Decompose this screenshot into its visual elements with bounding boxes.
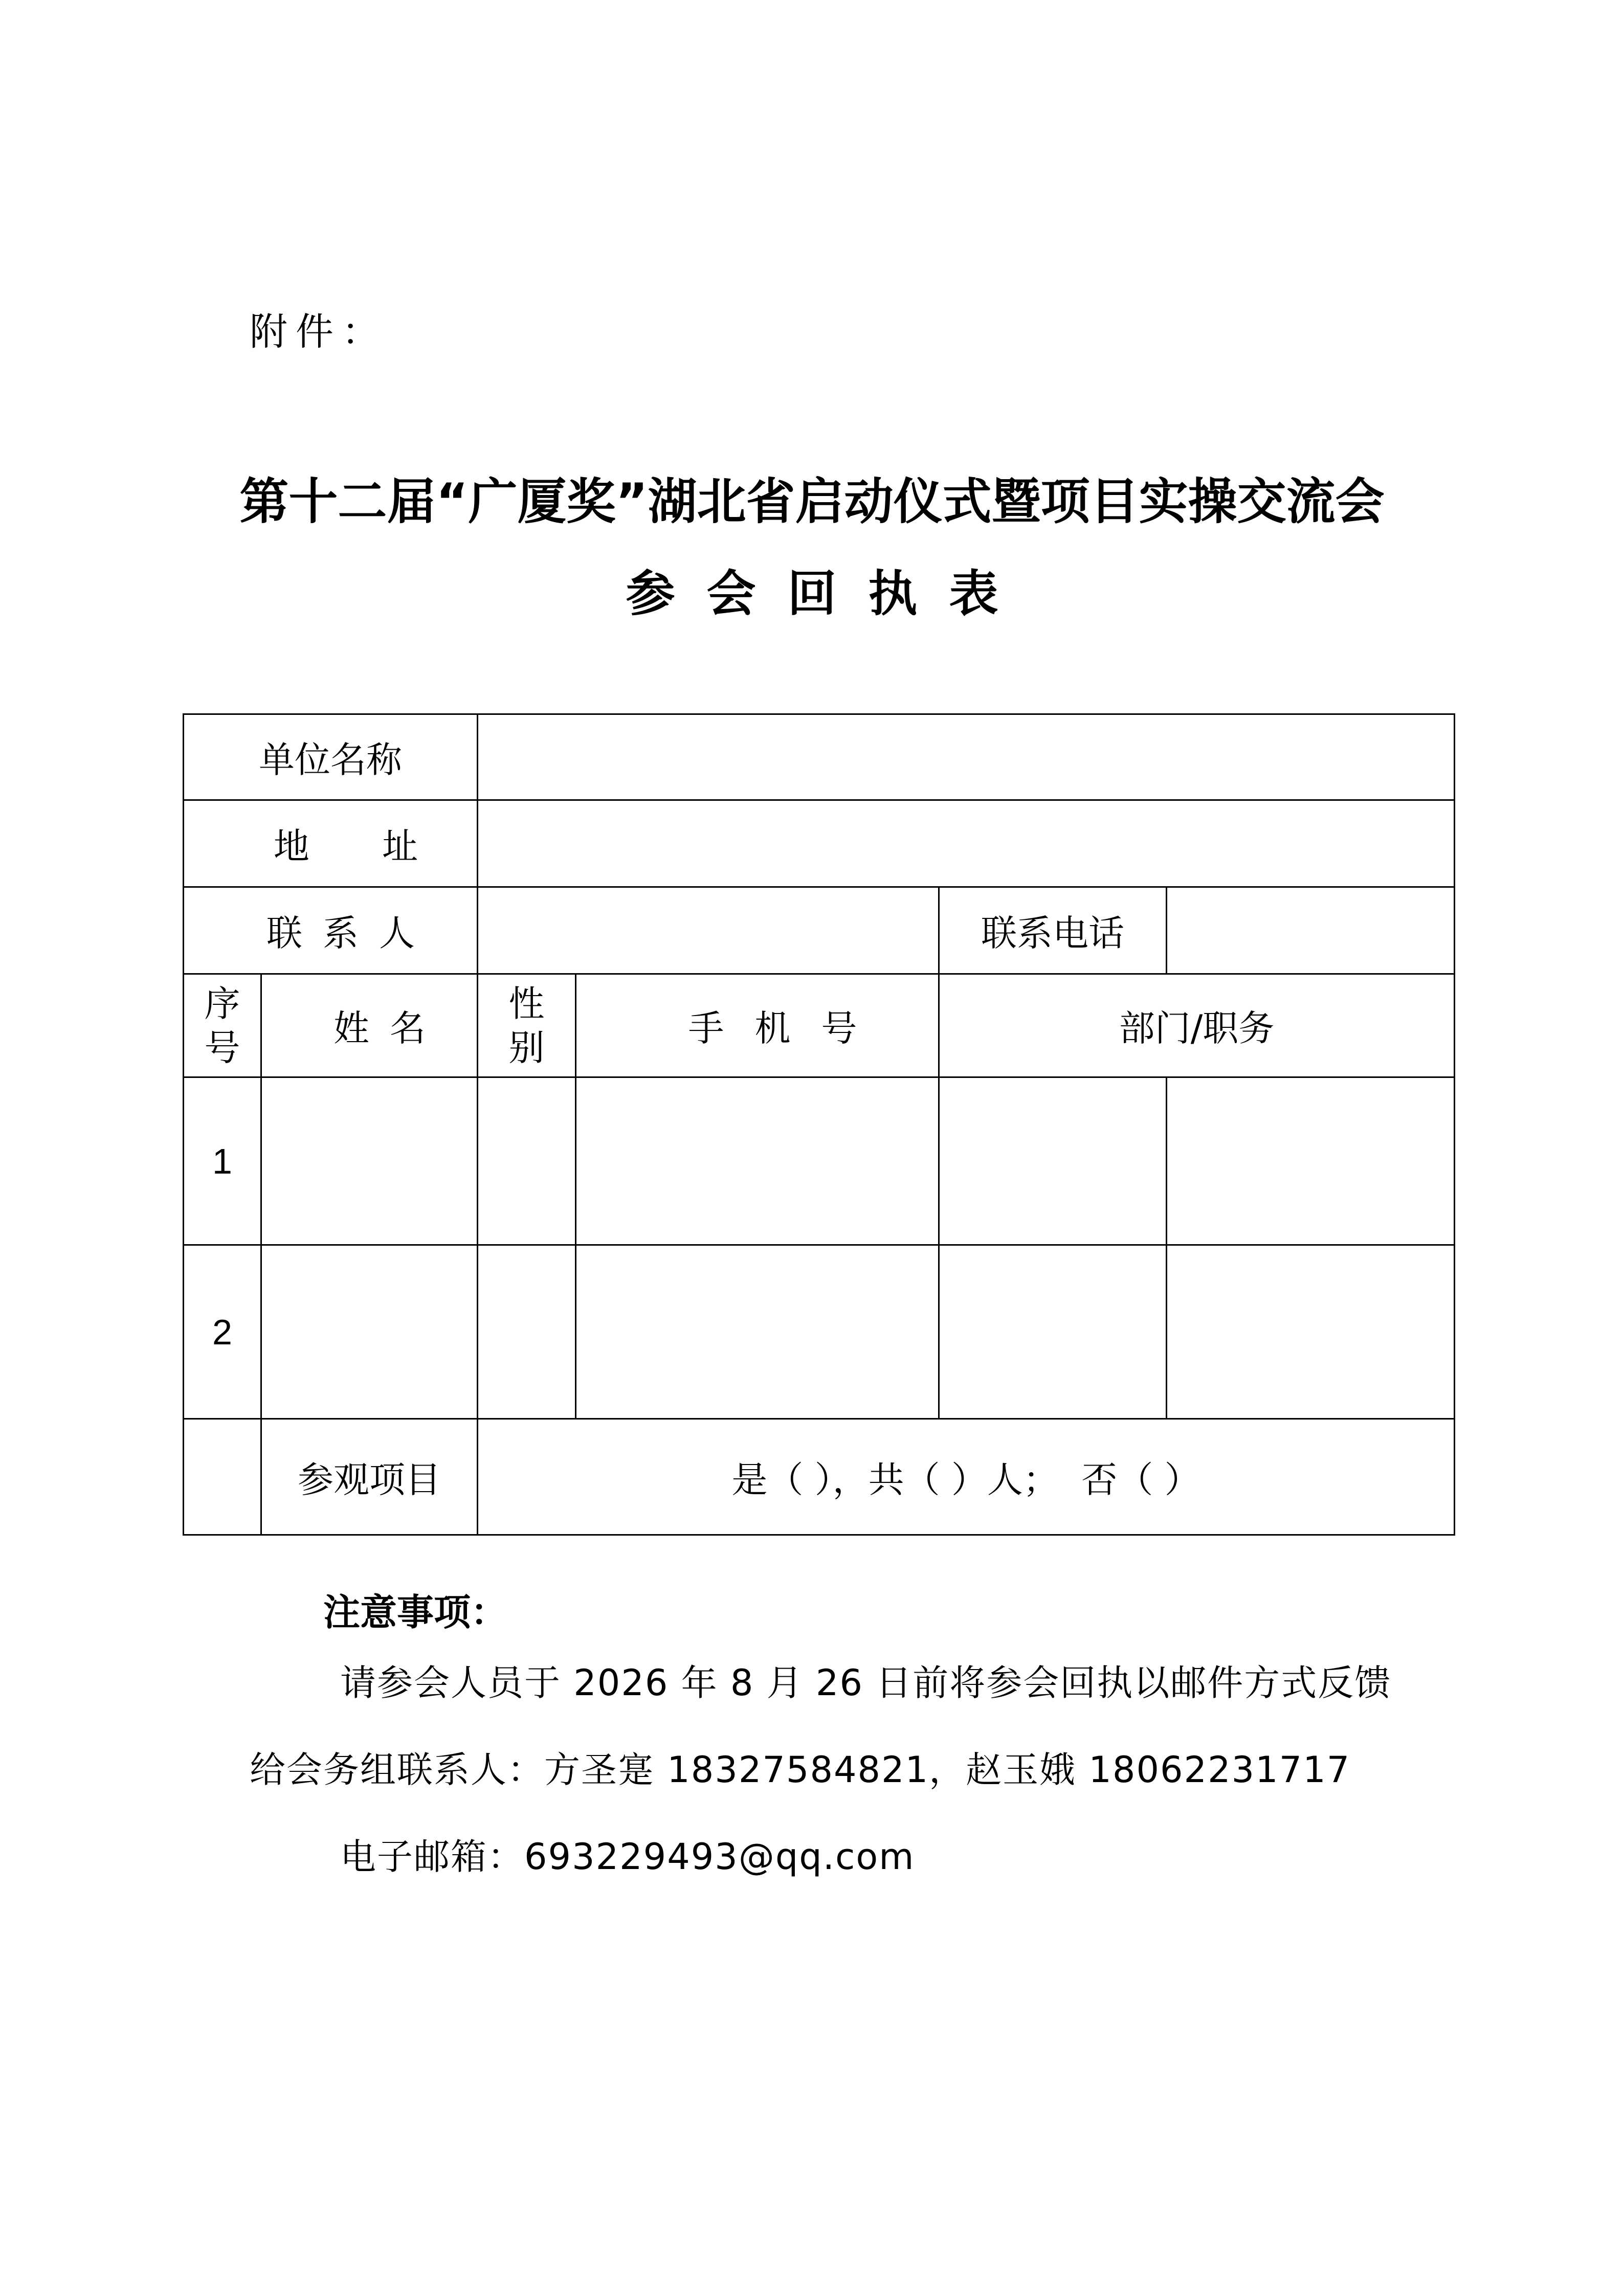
org-name-label: 单位名称 [259,739,402,781]
notes-line-2: 给会务组联系人：方圣寔 18327584821，赵玉娥 18062231717 [250,1749,1351,1791]
document-subtitle: 参会回执表 [626,565,1030,622]
row1-title-field[interactable] [1167,1078,1454,1244]
seq-header-bottom: 号 [204,1026,240,1069]
seq-header-top: 序 [204,982,240,1025]
contact-phone-field[interactable] [1167,888,1454,973]
visit-label: 参观项目 [298,1458,441,1501]
row2-dept-field[interactable] [940,1246,1166,1418]
reply-form-table [183,713,1455,1536]
row-number-1: 1 [212,1141,232,1181]
row2-title-field[interactable] [1167,1246,1454,1418]
org-name-field[interactable] [478,715,1454,799]
row-number-2: 2 [212,1312,232,1352]
notes-title: 注意事项： [323,1591,508,1634]
attachment-label: 附件： [250,310,388,354]
seq-header [184,975,260,1076]
address-label: 地 址 [273,825,449,867]
gender-header-bottom: 别 [508,1026,545,1069]
row1-name-field[interactable] [262,1078,477,1244]
notes-line-1: 请参会人员于 2026 年 8 月 26 日前将参会回执以邮件方式反馈 [340,1662,1392,1704]
contact-phone-label: 联系电话 [981,912,1124,954]
row2-name-field[interactable] [262,1246,477,1418]
row2-mobile-field[interactable] [576,1246,938,1418]
gender-header-top: 性 [508,982,545,1025]
contact-label: 联系人 [266,912,435,954]
notes-line-3: 电子邮箱：693229493@qq.com [340,1836,915,1878]
mobile-header: 手机号 [688,1007,888,1049]
name-header: 姓名 [333,1007,446,1049]
gender-header [478,975,575,1076]
address-field[interactable] [478,801,1454,886]
contact-field[interactable] [478,888,938,973]
dept-title-header: 部门/职务 [1119,1007,1275,1049]
row1-dept-field[interactable] [940,1078,1166,1244]
row1-mobile-field[interactable] [576,1078,938,1244]
visit-options[interactable]: 是（ ），共（ ）人； 否（ ） [731,1458,1200,1501]
document-title: 第十二届“广厦奖”湖北省启动仪式暨项目实操交流会 [239,473,1385,530]
row2-gender-field[interactable] [478,1246,575,1418]
row1-gender-field[interactable] [478,1078,575,1244]
